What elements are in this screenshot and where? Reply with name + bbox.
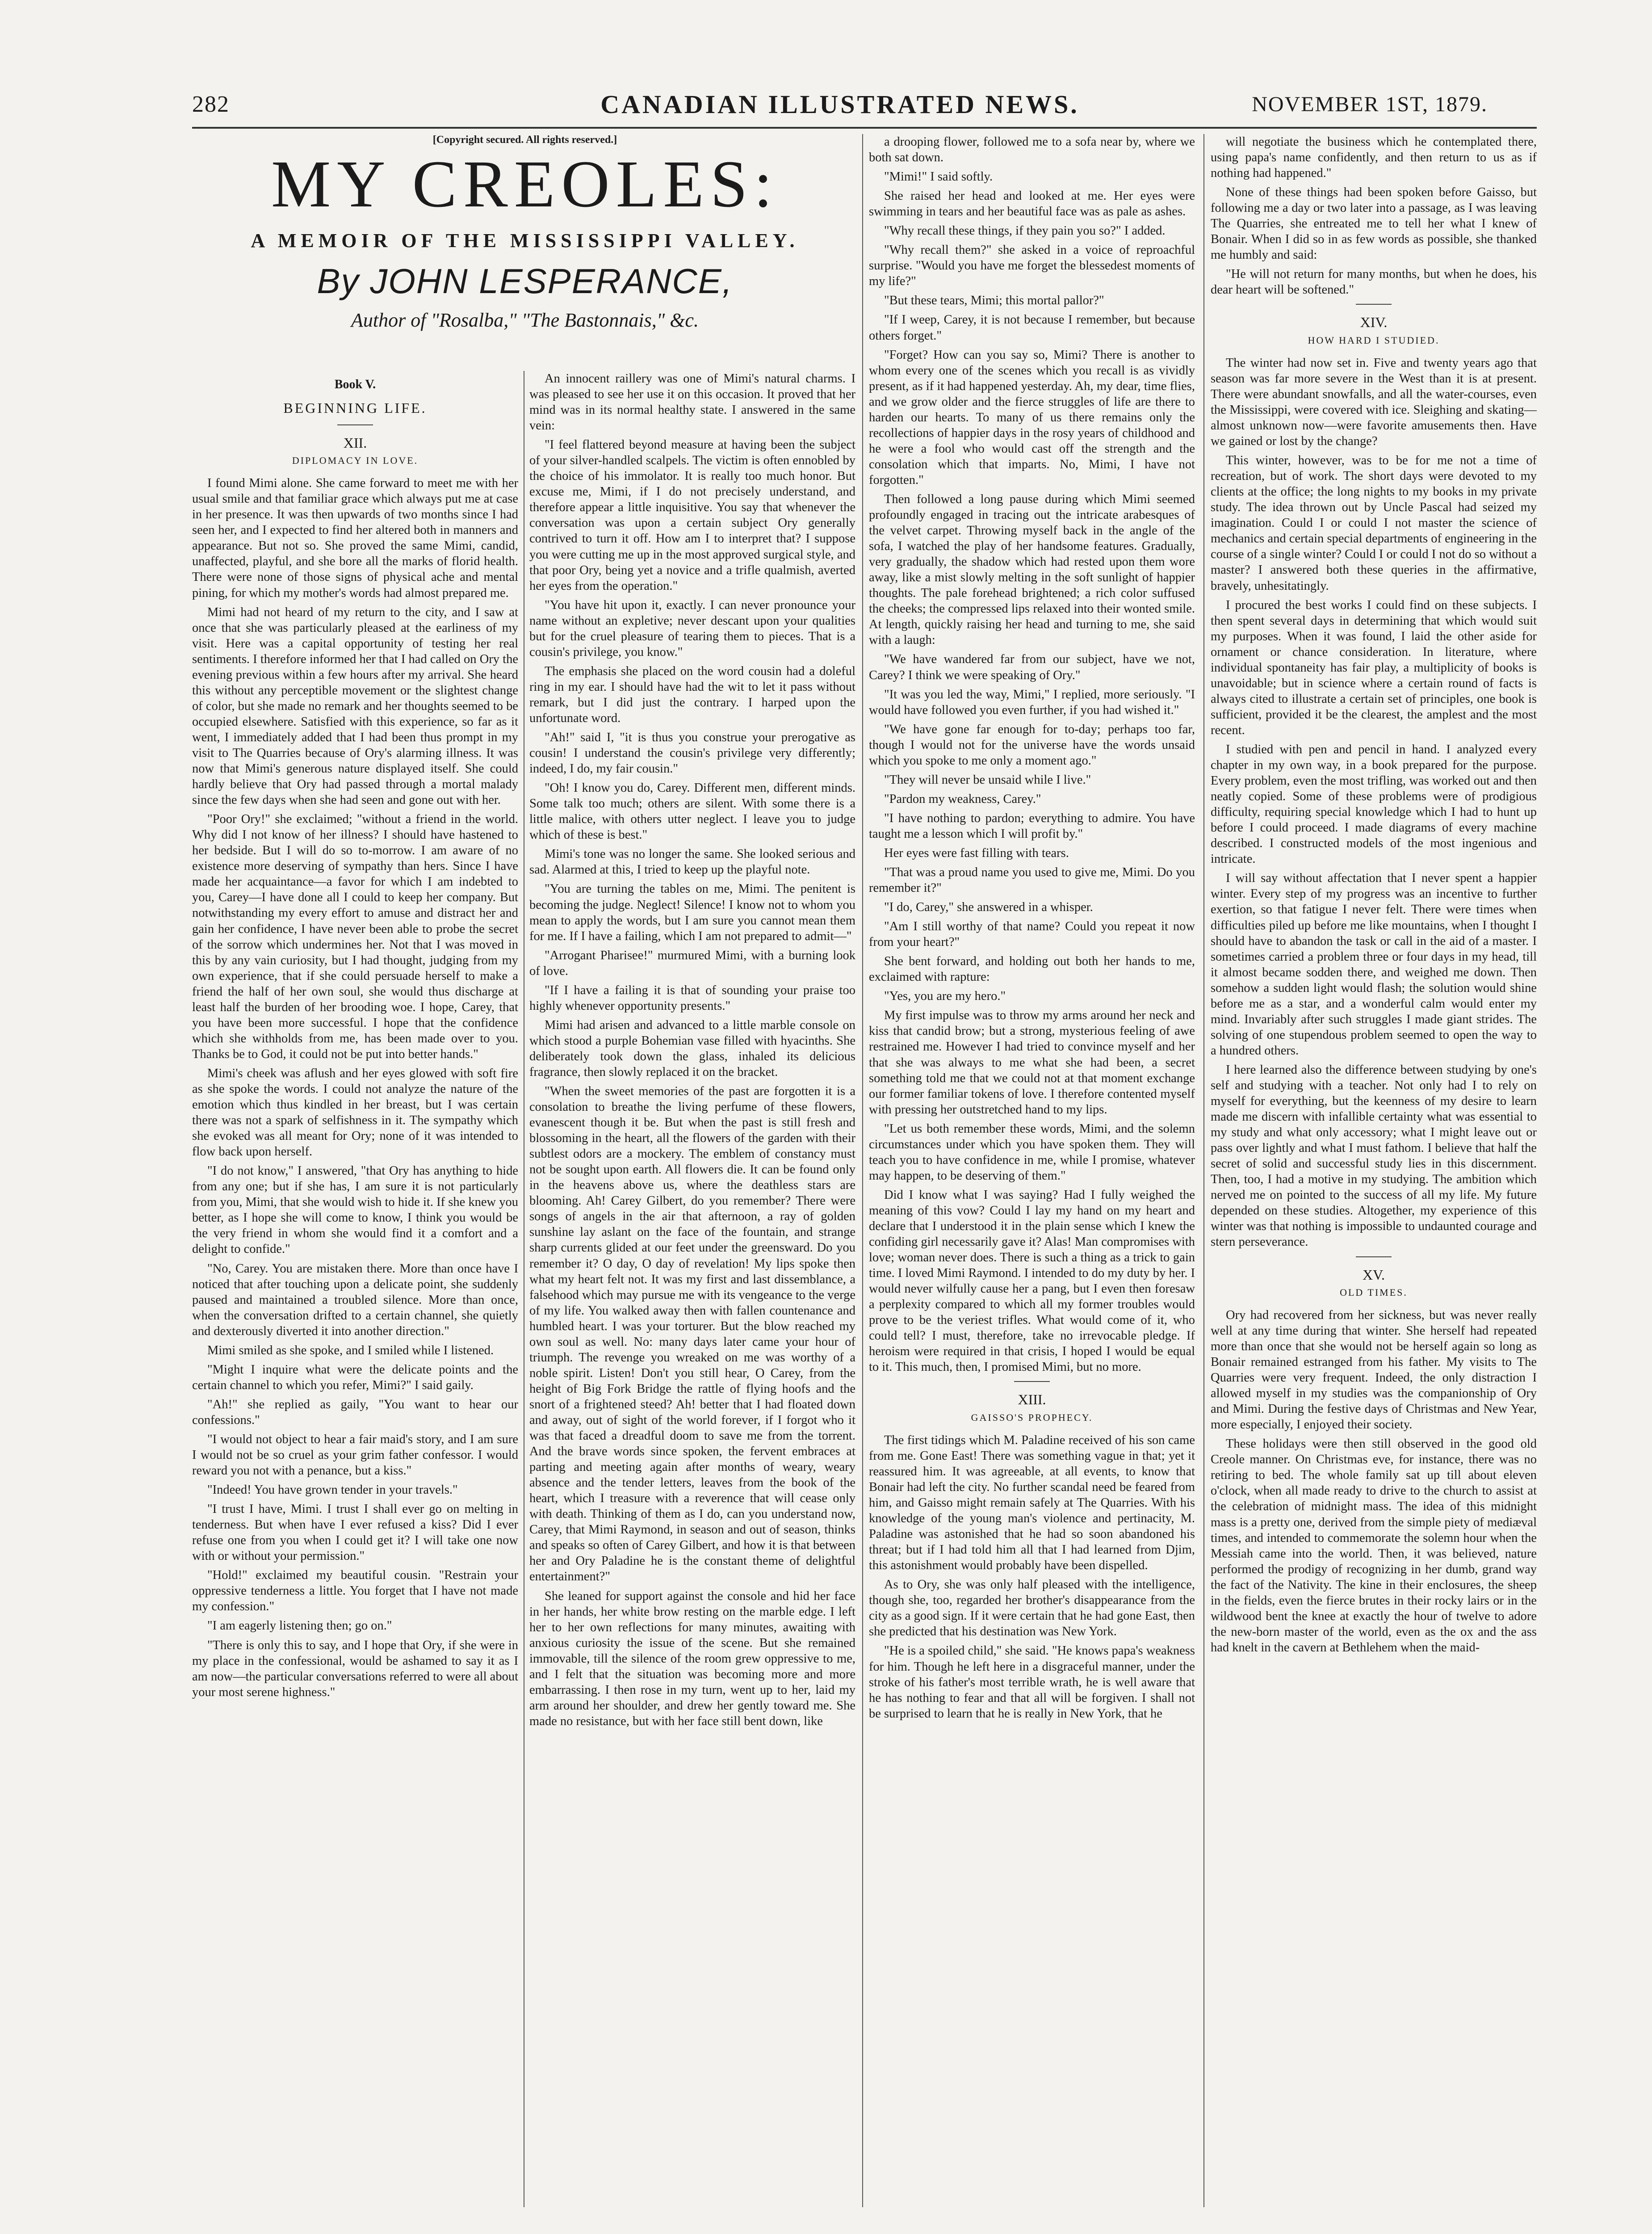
page-number: 282	[192, 92, 230, 117]
paragraph: The winter had now set in. Five and twenty years ago that season was far more severe in the West than it is at present. There were abundant snowfalls, and all the water-courses, even the Mississippi, were covered with ice. Sleighing and skating—almost unknown now—were favorite amusements then. Have we gained or lost by the change?	[1211, 356, 1537, 449]
paragraph: "That was a proud name you used to give me, Mimi. Do you remember it?"	[869, 865, 1195, 895]
story-author: By JOHN LESPERANCE,	[317, 261, 733, 301]
paragraph: "They will never be unsaid while I live."	[884, 773, 1091, 787]
paragraph: This winter, however, was to be for me not a time of recreation, but of work. The short days were devoted to my clients at the office; the long nights to my books in my private study. The idea thrown out by Uncle Pascal had seized my imagination. Could I or could I not master the science of mechanics and certain special departments of engineering in the course of a single winter? Could I or could I not do so without a master? I answered both these queries in the affirmative, bravely, unhesitatingly.	[1211, 454, 1537, 593]
chapter-number: XIV.	[1360, 314, 1388, 331]
paragraph: "Poor Ory!" she exclaimed; "without a friend in the world. Why did I not know of her illness? I should have hastened to her bedside. But I will do so to-morrow. I am aware of no existence more deserving of sympathy than hers. Since I have made her acquaintance—a favor for which I am indebted to you, Carey—I have done all I could to keep her company. But notwithstanding my every effort to amuse and distract her and gain her confidence, I have never been able to probe the secret of the sorrow which undermines her. Not that I was moved in this by any vain curiosity, but I had thought, judging from my own experience, that if she could persuade herself to make a friend the half of her own soul, she would thus discharge at least half the burden of her brooding woe. I hope, Carey, that you have been more successful. I hope that the confidence which she withholds from me, has been made over to you. Thanks be to God, it could not be put into better hands."	[192, 812, 518, 1061]
paragraph: "Hold!" exclaimed my beautiful cousin. "Restrain your oppressive tenderness a little. You forget that I have not made my confession."	[192, 1568, 518, 1614]
paragraph: "Why recall these things, if they pain you so?" I added.	[884, 224, 1166, 238]
paragraph: "I have nothing to pardon; everything to admire. You have taught me a lesson which I will profit by."	[869, 811, 1195, 841]
paragraph: "Forget? How can you say so, Mimi? There is another to whom every one of the scenes which you recall is as vividly present, as if it had happened yesterday. Ah, my dear, time flies, and we grow older and the fierce struggles of life are there to harden our hearts. To many of us there remains only the recollections of happier days in the rosy years of childhood and he were a fool who would cast off the strength and the consolation which that imparts. No, Mimi, I have not forgotten."	[869, 348, 1195, 487]
chapter-title: GAISSO'S PROPHECY.	[971, 1411, 1093, 1423]
column-4	[1211, 134, 1537, 2207]
book-title: BEGINNING LIFE.	[283, 400, 427, 416]
chapter-title: OLD TIMES.	[1340, 1286, 1408, 1298]
paragraph: "We have wandered far from our subject, have we not, Carey? I think we were speaking of Ory."	[869, 652, 1195, 682]
chapter-title: DIPLOMACY IN LOVE.	[292, 455, 419, 466]
paragraph: An innocent raillery was one of Mimi's natural charms. I was pleased to see her use it on this occasion. It proved that her mind was in its normal healthy state. I answered in the same vein:	[529, 372, 855, 433]
section-rule	[1356, 304, 1392, 305]
paragraph: Ory had recovered from her sickness, but was never really well at any time during that winter. She herself had repeated more than once that she would not be herself again so long as Bonair remained estranged from his father. My visits to The Quarries were very frequent. Indeed, the only distraction I allowed myself in my studies was the companionship of Ory and Mimi. During the festive days of Christmas and New Year, more especially, I enjoyed their society.	[1211, 1308, 1537, 1432]
paragraph: "Why recall them?" she asked in a voice of reproachful surprise. "Would you have me forget the blessedest moments of my life?"	[869, 243, 1195, 289]
paragraph: "If I weep, Carey, it is not because I remember, but because others forget."	[869, 313, 1195, 343]
book-label: Book V.	[334, 378, 376, 391]
column-1	[192, 371, 518, 2207]
paragraph: "It was you led the way, Mimi," I replied, more seriously. "I would have followed you even further, if you had wished it."	[869, 687, 1195, 717]
paragraph: "There is only this to say, and I hope that Ory, if she were in my place in the confessional, would be ashamed to say it as I am now—the particular conversations referred to were all about your most serene highness."	[192, 1638, 518, 1699]
paragraph: "If I have a failing it is that of sounding your praise too highly whenever opportunity presents."	[529, 983, 855, 1013]
paragraph: "Indeed! You have grown tender in your travels."	[207, 1483, 458, 1497]
section-rule	[1356, 1256, 1392, 1257]
paragraph: Her eyes were fast filling with tears.	[884, 846, 1069, 860]
paragraph: As to Ory, she was only half pleased with the intelligence, though she, too, regarded her brother's disappearance from the city as a good sign. If it were certain that he had gone East, then she predicted that his destination was New York.	[869, 1578, 1195, 1639]
story-title: MY CREOLES:	[271, 147, 779, 221]
paragraph: She bent forward, and holding out both her hands to me, exclaimed with rapture:	[869, 954, 1195, 984]
column-divider	[862, 134, 863, 2207]
paragraph: "Ah!" she replied as gaily, "You want to hear our confessions."	[192, 1397, 518, 1427]
paragraph: "I feel flattered beyond measure at having been the subject of your silver-handled scalpels. The victim is often ennobled by the choice of his immolator. It is really too much honor. But excuse me, Mimi, if I do not precisely understand, and therefore appear a little inquisitive. You say that whenever the conversation was upon a certain subject Ory generally contrived to turn it off. How am I to interpret that? I suppose you were cutting me up in the most approved surgical style, and that poor Ory, being yet a novice and a trifle qualmish, averted her eyes from the operation."	[529, 438, 855, 593]
header-rule	[192, 127, 1537, 129]
paragraph: She leaned for support against the console and hid her face in her hands, her white brow resting on the marble edge. I left her to her own reflections for many minutes, awaiting with anxious curiosity the issue of the scene. But she remained immovable, till the silence of the room grew oppressive to me, and I felt that the situation was becoming more and more embarrassing. I then rose in my turn, went up to her, laid my arm around her shoulder, and drew her gently toward me. She made no resistance, but with her face still bent down, like	[529, 1589, 855, 1728]
paragraph: "Am I still worthy of that name? Could you repeat it now from your heart?"	[869, 920, 1195, 949]
chapter-number: XV.	[1362, 1266, 1385, 1283]
paragraph: "He will not return for many months, but when he does, his dear heart will be softened."	[1211, 267, 1537, 297]
paragraph: "Let us both remember these words, Mimi, and the solemn circumstances under which you have spoken them. They will teach you to have confidence in me, while I promise, whatever may happen, to be deserving of them."	[869, 1121, 1195, 1183]
paragraph: "Yes, you are my hero."	[884, 989, 1006, 1004]
page-header	[192, 85, 1488, 125]
paragraph: I found Mimi alone. She came forward to meet me with her usual smile and that familiar grace which always put me at case in her presence. It was then upwards of two months since I had seen her, and I expected to find her altered both in manners and appearance. But not so. She proved the same Mimi, candid, unaffected, playful, and she bore all the marks of florid health. There were none of those signs of physical ache and mental pining, for which my mother's words had almost prepared me.	[192, 476, 518, 600]
paragraph: "Ah!" said I, "it is thus you construe your prerogative as cousin! I understand the cousin's privilege very differently; indeed, I do, my fair cousin."	[529, 731, 855, 776]
paragraph: The first tidings which M. Paladine received of his son came from me. Gone East! There was something vague in that; yet it reassured him. It was agreeable, at all events, to know that Bonair had left the city. No further scandal need be feared from him, and Gaisso might remain safely at The Quarries. With his knowledge of the young man's violence and pertinacity, M. Paladine was astonished that he had so soon abandoned his threat; but if I had told him all that I had learned from Djim, this astonishment would probably have been dispelled.	[869, 1433, 1195, 1573]
paragraph: These holidays were then still observed in the good old Creole manner. On Christmas eve, for instance, there was no retiring to bed. The whole family sat up till about eleven o'clock, when all made ready to drive to the church to assist at the celebration of midnight mass. The idea of this midnight mass is a pretty one, derived from the simple piety of mediæval times, and intended to commemorate the solemn hour when the Messiah came into the world. Then, it was believed, nature performed the prodigy of recognizing in her dumb, grand way the fact of the Nativity. The kine in their enclosures, the sheep in the fields, even the fierce brutes in their rocky lairs or in the wildwood bent the knee at exactly the hour of twelve to adore the new-born master of the world, even as the ox and the ass had knelt in the cavern at Bethlehem when the maid-	[1211, 1437, 1537, 1655]
paragraph: Mimi's tone was no longer the same. She looked serious and sad. Alarmed at this, I tried to keep up the playful note.	[529, 847, 855, 877]
paragraph: She raised her head and looked at me. Her eyes were swimming in tears and her beautiful face was as pale as ashes.	[869, 189, 1195, 219]
column-2	[529, 371, 855, 2207]
paragraph: "Pardon my weakness, Carey."	[884, 792, 1041, 806]
paragraph: Did I know what I was saying? Had I fully weighed the meaning of this vow? Could I lay my hand on my heart and declare that I understood it in the plain sense which I knew the confiding girl necessarily gave it? Alas! Man compromises with love; woman never does. There is such a thing as a trick to gain time. I loved Mimi Raymond. I intended to do my duty by her. I would never wilfully cause her a pang, but I even then foresaw a perplexity compared to which all my former troubles would prove to be the veriest trifles. What would come of it, who could tell? I must, therefore, take no irrevocable pledge. If heroism were required in that crisis, I hoped I would be equal to it. This much, then, I promised Mimi, but no more.	[869, 1188, 1195, 1374]
section-rule	[337, 424, 373, 425]
chapter-number: XII.	[343, 434, 367, 451]
paragraph: "No, Carey. You are mistaken there. More than once have I noticed that after touching upon a delicate point, she suddenly paused and maintained a troubled silence. More than once, when the conversation drifted to a certain channel, she quietly and dexterously diverted it into another direction."	[192, 1261, 518, 1338]
story-masthead	[192, 134, 858, 366]
paragraph: "Oh! I know you do, Carey. Different men, different minds. Some talk too much; others are silent. With some there is a little malice, with others utter neglect. I leave you to judge which of these is best."	[529, 781, 855, 842]
paragraph: "I would not object to hear a fair maid's story, and I am sure I would not be so cruel as your grim father confessor. I would reward you not with a penance, but a kiss."	[192, 1432, 518, 1478]
story-subtitle: A MEMOIR OF THE MISSISSIPPI VALLEY.	[251, 230, 799, 252]
paragraph: "We have gone far enough for to-day; perhaps too far, though I would not for the universe have the words unsaid which you spoke to me only a moment ago."	[869, 722, 1195, 768]
paragraph: I studied with pen and pencil in hand. I analyzed every chapter in my own way, in a book prepared for the purpose. Every problem, even the most trifling, was worked out and then neatly copied. Some of these problems were of prodigious difficulty, requiring special knowledge which I had to hunt up before I could proceed. I made diagrams of every machine described. I constructed models of the most ingenious and intricate.	[1211, 743, 1537, 866]
paragraph: Then followed a long pause during which Mimi seemed profoundly engaged in tracing out the intricate arabesques of the velvet carpet. Throwing myself back in the angle of the sofa, I watched the play of her handsome features. Gradually, very gradually, the shadow which had rested upon them wore away, like a mist slowly melting in the soft sunlight of happier thoughts. The pale forehead brightened; a rich color suffused the cheeks; the compressed lips relaxed into their wonted smile. At length, quickly raising her head and turning to me, she said with a laugh:	[869, 492, 1195, 647]
paragraph: "I do, Carey," she answered in a whisper.	[884, 900, 1093, 915]
paragraph-group	[192, 475, 518, 1700]
section-rule	[1014, 1381, 1050, 1382]
paragraph: "When the sweet memories of the past are forgotten it is a consolation to breathe the living perfume of these flowers, evanescent though it be. But when the past is still fresh and blossoming in the heart, all the flowers of the garden with their subtlest odors are a mockery. The emblem of constancy must not be sought upon earth. All flowers die. It can be found only in the heavens above us, where the deathless stars are blooming. Ah! Carey Gilbert, do you remember? There were songs of angels in the air that afternoon, a ray of golden sunshine lay aslant on the face of the fountain, and strange sharp currents glided at our feet under the greensward. Do you remember it? O day, O day of revelation! My lips spoke then what my heart felt not. It was my first and last dissemblance, a falsehood which may pursue me with its vengeance to the verge of my life. You walked away then with fallen countenance and humbled heart. I was your torturer. But the blow reached my own soul as well. No: many days later came your hour of triumph. The revenge you wreaked on me was worthy of a noble spirit. Listen! Don't you still hear, O Carey, from the height of Big Fork Bridge the rattle of flying hoofs and the snort of a frightened steed? Ah! better that I had floated down and away, out of sight of the world forever, if I forgot who it was that faced a dreadful doom to save me from the torrent. And the brave words since spoken, the fervent embraces at parting and meeting again after months of weary, weary absence and the tender letters, leaves from the book of the heart, which I treasure with a reverence that will cease only with death. Thinking of them as I do, can you understand now, Carey, that Mimi Raymond, in season and out of season, thinks and speaks so often of Carey Gilbert, and how it is that between her and Ory Paladine he is the constant theme of delightful entertainment?"	[529, 1084, 855, 1584]
issue-date: NOVEMBER 1ST, 1879.	[1252, 92, 1488, 116]
paragraph: None of these things had been spoken before Gaisso, but following me a day or two later into a passage, as I was leaving The Quarries, she entreated me to tell her what I knew of Bonair. When I did so in as few words as possible, she thanked me humbly and said:	[1211, 185, 1537, 262]
paragraph: My first impulse was to throw my arms around her neck and kiss that candid brow; but a strong, mysterious feeling of awe restrained me. However I had tried to convince myself and her that she was always to me what she had been, a secret something told me that we could not at that moment exchange our former familiar tokens of love. I therefore contented myself with pressing her outstretched hand to my lips.	[869, 1008, 1195, 1117]
paragraph: "You have hit upon it, exactly. I can never pronounce your name without an expletive; never descant upon your qualities but for the cruel pleasure of tearing them to pieces. That is a cousin's privilege, you know."	[529, 598, 855, 659]
paragraph: a drooping flower, followed me to a sofa near by, where we both sat down.	[869, 135, 1195, 165]
story-credit: Author of "Rosalba," "The Bastonnais," &c.	[351, 309, 699, 331]
paragraph: "I trust I have, Mimi. I trust I shall ever go on melting in tenderness. But when have I ever refused a kiss? Did I ever refuse one from you when I could get it? I will take one now with or without your permission."	[192, 1502, 518, 1563]
paragraph: Mimi's cheek was aflush and her eyes glowed with soft fire as she spoke the words. I could not analyze the nature of the emotion which thus kindled in her breast, but I was certain there was not a spark of selfishness in it. The sympathy which she evoked was all meant for Ory; none of it was intended to flow back upon herself.	[192, 1066, 518, 1159]
paragraph: "I am eagerly listening then; go on."	[207, 1619, 392, 1633]
column-divider	[1203, 134, 1204, 2207]
paragraph: "I do not know," I answered, "that Ory has anything to hide from any one; but if she has, I am sure it is not particularly from you, Mimi, that she would wish to hide it. If she knew you better, as I hope she will come to know, I think you would be the very friend in whom she would find it a comfort and a delight to confide."	[192, 1164, 518, 1256]
paragraph: Mimi had not heard of my return to the city, and I saw at once that she was particularly pleased at the earliness of my visit. Here was a capital opportunity of testing her real sentiments. I therefore informed her that I had called on Ory the evening previous within a few hours after my arrival. She heard this without any perceptible movement or the slightest change of color, but she made no remark and her thoughts seemed to be occupied elsewhere. Satisfied with this experience, so far as it went, I immediately added that I had been thus prompt in my visit to The Quarries because of Ory's alarming illness. It was now that Mimi's generous nature displayed itself. She could hardly believe that Ory had passed through a mortal malady since the few days when she had seen and gone out with her.	[192, 605, 518, 807]
paragraph: The emphasis she placed on the word cousin had a doleful ring in my ear. I should have had the wit to let it pass without remark, but I did just the contrary. I harped upon the unfortunate word.	[529, 664, 855, 725]
paragraph: "You are turning the tables on me, Mimi. The penitent is becoming the judge. Neglect! Silence! I know not to whom you mean to apply the words, but I am sure you cannot mean them for me. If I have a failing, which I am not prepared to admit—"	[529, 882, 855, 943]
paragraph: I procured the best works I could find on these subjects. I then spent several days in determining that which would suit my purposes. When it was found, I laid the other aside for ornament or chance consideration. In literature, where individual spontaneity has fair play, a multiplicity of books is unavoidable; but in science where a certain round of facts is always cited to illustrate a certain set of principles, one book is sufficient, provided it be the clearest, the amplest and the most recent.	[1211, 598, 1537, 737]
paragraph: I here learned also the difference between studying by one's self and studying with a teacher. Not only had I to rely on myself for everything, but the keenness of my desire to learn made me discern with infallible certainty what was essential to my study and what only accessory; what I might leave out or pass over lightly and what I must fathom. I believe that half the secret of solid and successful study lies in this discernment. Then, too, I had a motive in my studying. The ambition which nerved me on pointed to the success of all my life. My future depended on these studies. Altogether, my experience of this winter was that nothing is impossible to undaunted courage and stern perseverance.	[1211, 1062, 1537, 1249]
paragraph: Mimi smiled as she spoke, and I smiled while I listened.	[207, 1343, 494, 1357]
chapter-title: HOW HARD I STUDIED.	[1308, 334, 1440, 346]
column-3	[869, 134, 1195, 2207]
paragraph: "He is a spoiled child," she said. "He knows papa's weakness for him. Though he left here in a disgraceful manner, under the stroke of his father's most terrible wrath, he is well aware that he has nothing to fear and that all will be forgiven. I shall not be surprised to learn that he is really in New York, that he	[869, 1644, 1195, 1721]
paragraph: "Might I inquire what were the delicate points and the certain channel to which you refer, Mimi?" I said gaily.	[192, 1362, 518, 1392]
paragraph: will negotiate the business which he contemplated there, using papa's name confidently, and then return to us as if nothing had happened."	[1211, 135, 1537, 181]
chapter-number: XIII.	[1018, 1391, 1046, 1408]
copyright-notice: [Copyright secured. All rights reserved.]	[432, 134, 617, 146]
paragraph: "But these tears, Mimi; this mortal pallor?"	[884, 294, 1104, 308]
paragraph: Mimi had arisen and advanced to a little marble console on which stood a purple Bohemian vase filled with hyacinths. She deliberately took down the glass, inhaled its delicious fragrance, then slowly replaced it on the bracket.	[529, 1018, 855, 1079]
paragraph: "Arrogant Pharisee!" murmured Mimi, with a burning look of love.	[529, 948, 855, 978]
paragraph: "Mimi!" I said softly.	[884, 170, 993, 184]
newspaper-title: CANADIAN ILLUSTRATED NEWS.	[600, 90, 1079, 119]
paragraph: I will say without affectation that I never spent a happier winter. Every step of my progress was an incentive to further exertion, so that fatigue I never felt. There were times when difficulties piled up before me like mountains, when I thought I should have to abandon the task or call in the aid of a master. I sometimes carried a problem three or four days in my head, till it almost became sodden there, and weighed me down. Then somehow a sudden light would flash; the solution would shine before me as a star, and a wonderful calm would enter my mind. Invariably after such struggles I made giant strides. The solving of one stupendous problem seemed to open the way to a hundred others.	[1211, 871, 1537, 1058]
